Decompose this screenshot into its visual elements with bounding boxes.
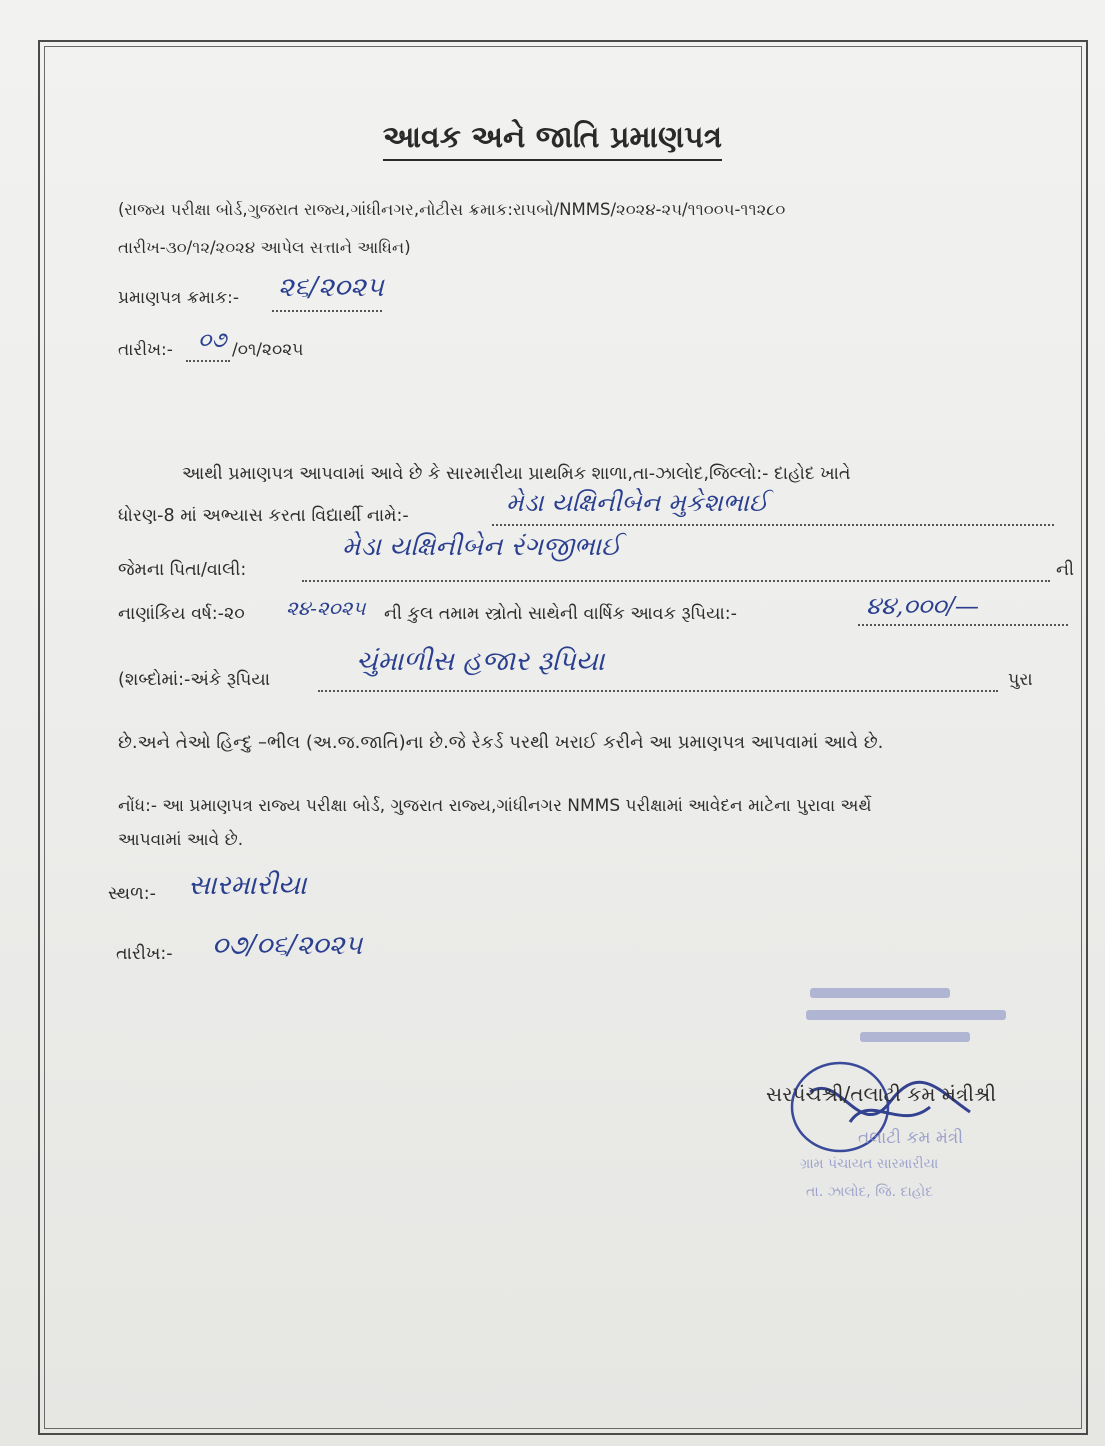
note-line-1: નોંધ:- આ પ્રમાણપત્ર રાજ્ય પરીક્ષા બોર્ડ, ગુજરાત રાજ્ય,ગાંધીનગર NMMS પરીક્ષામાં આવેદન માટેના પુરાવા અર્થે xyxy=(118,796,872,816)
certificate-title xyxy=(0,120,1105,155)
income-dotline xyxy=(858,624,1068,626)
date-bottom-label: તારીખ:- xyxy=(116,944,173,964)
father-label: જેમના પિતા/વાલી: xyxy=(118,560,247,580)
date-top-rest: /૦૧/૨૦૨૫ xyxy=(232,340,304,360)
father-suffix: ની xyxy=(1056,560,1075,580)
certificate-no-label: પ્રમાણપત્ર ક્રમાક:- xyxy=(118,288,239,308)
date-top-dotline xyxy=(186,360,230,362)
income-label-b: ની કુલ તમામ સ્ત્રોતો સાથેની વાર્ષિક આવક રૂપિયા:- xyxy=(384,604,737,624)
reference-line-1: (રાજ્ય પરીક્ષા બોર્ડ,ગુજરાત રાજ્ય,ગાંધીનગર,નોટીસ ક્રમાક:રાપબો/NMMS/૨૦૨૪-૨૫/૧૧૦૦૫-૧૧૨૮૦ xyxy=(118,200,786,219)
certificate-no-dotline xyxy=(272,310,382,312)
words-value: ચુંમાળીસ હજાર રૂપિયા xyxy=(356,646,605,677)
date-top-label: તારીખ:- xyxy=(118,340,173,360)
body-line-1: આથી પ્રમાણપત્ર આપવામાં આવે છે કે સારમારીયા પ્રાથમિક શાળા,તા-ઝાલોદ,જિલ્લો:- દાહોદ ખાતે xyxy=(182,464,851,484)
place-label: સ્થળ:- xyxy=(108,884,156,904)
reference-line-2: તારીખ-૩૦/૧૨/૨૦૨૪ આપેલ સત્તાને આધિન) xyxy=(118,238,411,257)
income-label-a: નાણાંકિય વર્ષ:-૨૦ xyxy=(118,604,245,624)
income-value: ૪૪,૦૦૦/— xyxy=(866,592,979,620)
stamp-offset-mark xyxy=(800,980,1030,1050)
student-name: મેડા યક્ષિનીબેન મુકેશભાઈ xyxy=(506,488,769,517)
stamp-line-2: ગ્રામ પંચાયત સારમારીયા xyxy=(800,1156,939,1172)
certificate-title-text: આવક અને જાતિ પ્રમાણપત્ર xyxy=(383,120,722,161)
words-suffix: પુરા xyxy=(1008,670,1033,690)
student-dotline xyxy=(492,524,1054,526)
stamp-line-3: તા. ઝાલોદ, જિ. દાહોદ xyxy=(806,1184,934,1200)
certificate-no-value: ૨૬/૨૦૨૫ xyxy=(278,272,384,303)
stamp-line-1: તલાટી કમ મંત્રી xyxy=(858,1128,964,1148)
date-top-day: ૦૭ xyxy=(198,328,227,353)
date-bottom-value: ૦૭/૦૬/૨૦૨૫ xyxy=(212,930,363,961)
father-name: મેડા યક્ષિનીબેન રંગજીભાઈ xyxy=(342,532,622,562)
signatory-designation: સરપંચશ્રી/તલાટી કમ મંત્રીશ્રી xyxy=(766,1082,997,1106)
income-year: ૨૪-૨૦૨૫ xyxy=(286,596,366,620)
caste-line: છે.અને તેઓ હિન્દુ –ભીલ (અ.જ.જાતિ)ના છે.જે રેકર્ડ પરથી ખરાઈ કરીને આ પ્રમાણપત્ર આપવામાં આવે છે. xyxy=(118,732,884,753)
father-dotline xyxy=(302,580,1050,582)
words-label: (શબ્દોમાં:-અંકે રૂપિયા xyxy=(118,670,270,690)
note-line-2: આપવામાં આવે છે. xyxy=(118,830,244,850)
student-label: ધોરણ-8 માં અભ્યાસ કરતા વિદ્યાર્થી નામે:- xyxy=(118,506,409,526)
words-dotline xyxy=(318,690,998,692)
place-value: સારમારીયા xyxy=(188,870,307,901)
